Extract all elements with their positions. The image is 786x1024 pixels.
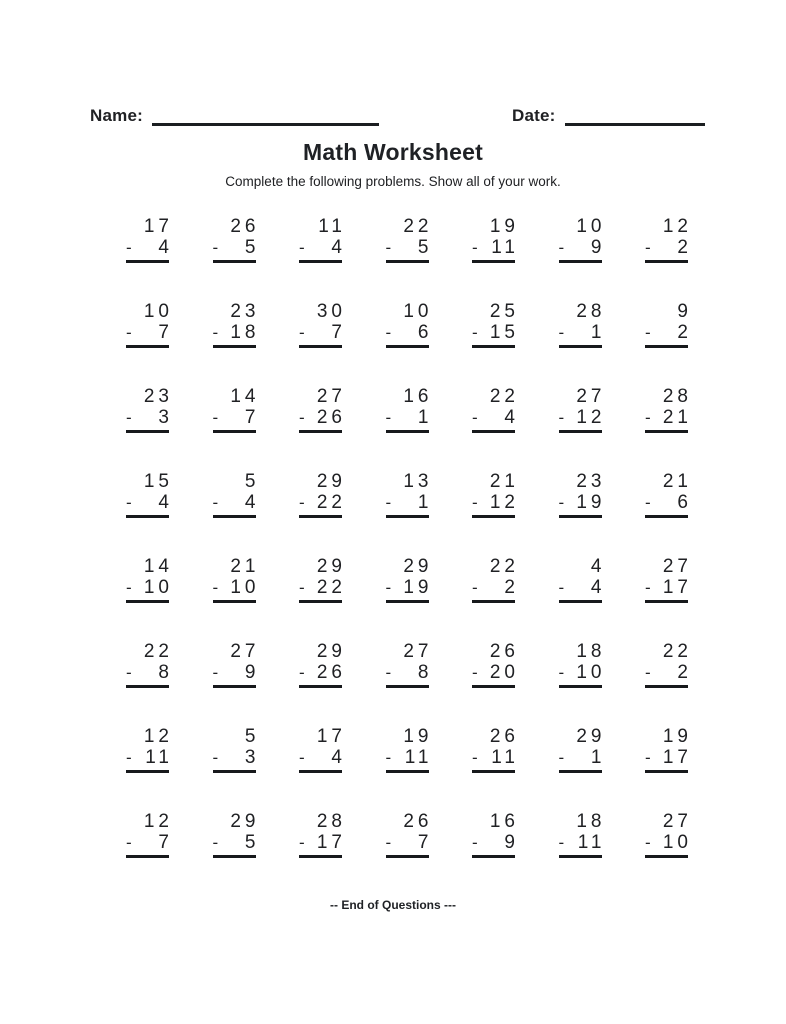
minuend: 12 (662, 216, 692, 237)
minus-operator: - (645, 408, 651, 427)
subtrahend: 10 (662, 832, 692, 853)
subtrahend: 17 (662, 577, 692, 598)
minus-operator: - (558, 493, 565, 512)
minus-operator: - (299, 323, 305, 342)
subtrahend: 20 (489, 662, 519, 683)
minus-operator: - (558, 578, 565, 597)
answer-line[interactable] (472, 407, 519, 433)
answer-line[interactable] (126, 237, 173, 263)
subtrahend: 4 (244, 492, 260, 513)
minuend: 27 (662, 811, 692, 832)
answer-line[interactable] (645, 832, 692, 858)
minuend: 26 (230, 216, 260, 237)
answer-line[interactable] (385, 747, 433, 773)
subtraction-problem (472, 386, 519, 433)
subtrahend: 11 (491, 747, 519, 768)
minuend: 22 (403, 216, 433, 237)
minuend: 23 (143, 386, 173, 407)
subtraction-problem (299, 556, 346, 603)
minuend: 27 (230, 641, 260, 662)
minus-operator: - (126, 578, 132, 597)
minus-operator: - (126, 493, 132, 512)
answer-line[interactable] (212, 662, 260, 688)
date-field (512, 106, 705, 126)
answer-line[interactable] (558, 407, 606, 433)
minuend: 10 (403, 301, 433, 322)
subtraction-problem (645, 471, 692, 518)
subtraction-problem (299, 811, 346, 858)
minuend: 21 (489, 471, 519, 492)
minuend: 27 (403, 641, 433, 662)
subtraction-problem (472, 301, 519, 348)
answer-line[interactable] (212, 832, 260, 858)
answer-line[interactable] (385, 492, 433, 518)
subtraction-problem (645, 726, 692, 773)
minus-operator: - (645, 748, 651, 767)
answer-line[interactable] (385, 322, 433, 348)
subtraction-problem (645, 301, 692, 348)
minus-operator: - (126, 663, 132, 682)
minuend: 27 (576, 386, 606, 407)
subtraction-problem (299, 386, 346, 433)
subtraction-problem (385, 386, 433, 433)
subtrahend: 2 (504, 577, 519, 598)
subtraction-problem (385, 216, 433, 263)
answer-line[interactable] (558, 747, 606, 773)
subtrahend: 8 (158, 662, 173, 683)
answer-line[interactable] (385, 662, 433, 688)
subtrahend: 12 (489, 492, 519, 513)
answer-line[interactable] (126, 322, 173, 348)
answer-line[interactable] (645, 577, 692, 603)
answer-line[interactable] (472, 662, 519, 688)
subtraction-problem (645, 556, 692, 603)
answer-line[interactable] (299, 492, 346, 518)
subtraction-problem (126, 301, 173, 348)
answer-line[interactable] (645, 407, 692, 433)
minus-operator: - (472, 238, 478, 257)
subtraction-problem (645, 386, 692, 433)
subtrahend: 4 (158, 492, 173, 513)
minus-operator: - (212, 493, 219, 512)
subtrahend: 5 (244, 832, 260, 853)
minuend: 28 (316, 811, 346, 832)
minuend: 5 (244, 471, 260, 492)
answer-line[interactable] (558, 237, 606, 263)
subtraction-problem (645, 641, 692, 688)
subtrahend: 11 (491, 237, 519, 258)
answer-line[interactable] (126, 747, 173, 773)
subtraction-problem (212, 641, 260, 688)
answer-line[interactable] (558, 832, 606, 858)
minus-operator: - (126, 748, 132, 767)
minus-operator: - (645, 578, 651, 597)
subtraction-problem (385, 641, 433, 688)
subtrahend: 7 (158, 322, 173, 343)
minus-operator: - (385, 578, 392, 597)
minuend: 5 (244, 726, 260, 747)
minus-operator: - (126, 408, 132, 427)
minuend: 29 (403, 556, 433, 577)
subtrahend: 2 (677, 662, 692, 683)
minus-operator: - (472, 578, 478, 597)
minuend: 22 (489, 556, 519, 577)
answer-line[interactable] (212, 407, 260, 433)
subtrahend: 4 (331, 237, 346, 258)
name-field (90, 106, 379, 126)
minus-operator: - (472, 663, 478, 682)
minuend: 29 (316, 471, 346, 492)
answer-line[interactable] (645, 662, 692, 688)
subtrahend: 1 (417, 407, 433, 428)
minuend: 17 (316, 726, 346, 747)
answer-line[interactable] (472, 747, 519, 773)
minuend: 16 (403, 386, 433, 407)
minuend: 21 (230, 556, 260, 577)
worksheet-header (90, 106, 700, 130)
minus-operator: - (299, 833, 305, 852)
minuend: 28 (576, 301, 606, 322)
answer-line[interactable] (126, 662, 173, 688)
subtrahend: 4 (590, 577, 606, 598)
date-input-line[interactable] (565, 110, 705, 126)
minus-operator: - (385, 748, 392, 767)
subtraction-problem (472, 556, 519, 603)
subtrahend: 9 (590, 237, 606, 258)
answer-line[interactable] (472, 322, 519, 348)
answer-line[interactable] (472, 832, 519, 858)
subtraction-problem (212, 301, 260, 348)
minus-operator: - (645, 323, 651, 342)
date-label: Date: (512, 106, 556, 125)
subtraction-problem (472, 726, 519, 773)
minuend: 27 (662, 556, 692, 577)
subtraction-problem (558, 811, 606, 858)
answer-line[interactable] (299, 407, 346, 433)
subtrahend: 4 (504, 407, 519, 428)
minus-operator: - (212, 748, 219, 767)
answer-line[interactable] (299, 662, 346, 688)
subtrahend: 3 (244, 747, 260, 768)
minuend: 29 (576, 726, 606, 747)
minus-operator: - (472, 748, 478, 767)
answer-line[interactable] (472, 577, 519, 603)
minuend: 15 (143, 471, 173, 492)
minuend: 19 (489, 216, 519, 237)
minuend: 23 (576, 471, 606, 492)
subtraction-problem (212, 386, 260, 433)
answer-line[interactable] (558, 322, 606, 348)
answer-line[interactable] (558, 492, 606, 518)
minus-operator: - (472, 493, 478, 512)
subtrahend: 7 (244, 407, 260, 428)
minus-operator: - (558, 663, 565, 682)
minus-operator: - (212, 578, 219, 597)
subtrahend: 2 (677, 322, 692, 343)
answer-line[interactable] (645, 237, 692, 263)
subtraction-problem (645, 811, 692, 858)
minus-operator: - (558, 833, 565, 852)
minuend: 29 (316, 556, 346, 577)
minus-operator: - (385, 663, 392, 682)
answer-line[interactable] (472, 492, 519, 518)
minus-operator: - (299, 748, 305, 767)
subtrahend: 12 (576, 407, 606, 428)
answer-line[interactable] (299, 747, 346, 773)
minus-operator: - (126, 238, 132, 257)
subtraction-problem (385, 301, 433, 348)
minuend: 14 (230, 386, 260, 407)
minuend: 9 (677, 301, 692, 322)
minuend: 22 (489, 386, 519, 407)
subtraction-problem (558, 386, 606, 433)
minus-operator: - (212, 833, 219, 852)
minuend: 27 (316, 386, 346, 407)
subtrahend: 22 (316, 492, 346, 513)
minuend: 30 (316, 301, 346, 322)
subtrahend: 11 (145, 747, 173, 768)
minuend: 29 (230, 811, 260, 832)
minus-operator: - (645, 493, 651, 512)
subtraction-problem (126, 471, 173, 518)
minuend: 22 (662, 641, 692, 662)
answer-line[interactable] (212, 747, 260, 773)
minus-operator: - (126, 323, 132, 342)
subtrahend: 11 (577, 832, 606, 853)
minus-operator: - (385, 323, 392, 342)
minus-operator: - (212, 238, 219, 257)
subtraction-problem (558, 301, 606, 348)
subtraction-problem (299, 726, 346, 773)
minuend: 14 (143, 556, 173, 577)
subtraction-problem (299, 301, 346, 348)
subtrahend: 22 (316, 577, 346, 598)
page-title: Math Worksheet (302, 139, 484, 165)
subtrahend: 10 (143, 577, 173, 598)
minus-operator: - (645, 833, 651, 852)
minus-operator: - (212, 663, 219, 682)
subtraction-problem (212, 726, 260, 773)
subtrahend: 17 (316, 832, 346, 853)
subtraction-problem (299, 216, 346, 263)
subtraction-problem (126, 641, 173, 688)
minuend: 16 (489, 811, 519, 832)
subtraction-problem (472, 471, 519, 518)
minuend: 10 (143, 301, 173, 322)
answer-line[interactable] (212, 237, 260, 263)
answer-line[interactable] (212, 492, 260, 518)
subtraction-problem (212, 471, 260, 518)
minuend: 26 (403, 811, 433, 832)
subtrahend: 6 (417, 322, 433, 343)
answer-line[interactable] (299, 237, 346, 263)
answer-line[interactable] (212, 577, 260, 603)
subtrahend: 6 (677, 492, 692, 513)
minus-operator: - (472, 323, 478, 342)
minus-operator: - (472, 833, 478, 852)
subtrahend: 1 (590, 747, 606, 768)
subtrahend: 9 (504, 832, 519, 853)
subtraction-problem (385, 726, 433, 773)
minuend: 29 (316, 641, 346, 662)
subtraction-problem (385, 811, 433, 858)
minuend: 23 (230, 301, 260, 322)
answer-line[interactable] (472, 237, 519, 263)
answer-line[interactable] (126, 577, 173, 603)
minuend: 26 (489, 726, 519, 747)
minus-operator: - (299, 663, 305, 682)
minuend: 25 (489, 301, 519, 322)
subtrahend: 5 (417, 237, 433, 258)
minus-operator: - (645, 238, 651, 257)
subtraction-problem (472, 216, 519, 263)
subtrahend: 15 (489, 322, 519, 343)
minus-operator: - (299, 238, 305, 257)
subtraction-problem (126, 216, 173, 263)
minuend: 26 (489, 641, 519, 662)
minus-operator: - (299, 493, 305, 512)
minuend: 12 (143, 726, 173, 747)
subtrahend: 4 (331, 747, 346, 768)
answer-line[interactable] (126, 492, 173, 518)
minuend: 28 (662, 386, 692, 407)
answer-line[interactable] (385, 237, 433, 263)
minus-operator: - (385, 493, 392, 512)
minus-operator: - (558, 748, 565, 767)
subtrahend: 21 (662, 407, 692, 428)
subtrahend: 10 (576, 662, 606, 683)
subtraction-problem (212, 811, 260, 858)
subtraction-problem (558, 556, 606, 603)
minuend: 19 (662, 726, 692, 747)
subtraction-problem (645, 216, 692, 263)
subtrahend: 5 (244, 237, 260, 258)
minuend: 18 (576, 641, 606, 662)
subtraction-problem (299, 471, 346, 518)
subtraction-problem (558, 726, 606, 773)
name-input-line[interactable] (152, 110, 379, 126)
answer-line[interactable] (126, 832, 173, 858)
minus-operator: - (558, 238, 565, 257)
subtraction-problem (299, 641, 346, 688)
minuend: 19 (403, 726, 433, 747)
subtraction-problem (126, 811, 173, 858)
subtraction-problem (558, 641, 606, 688)
minuend: 11 (318, 216, 346, 237)
answer-line[interactable] (299, 577, 346, 603)
answer-line[interactable] (645, 322, 692, 348)
subtrahend: 9 (244, 662, 260, 683)
answer-line[interactable] (385, 577, 433, 603)
subtrahend: 3 (158, 407, 173, 428)
minus-operator: - (126, 833, 132, 852)
subtrahend: 19 (403, 577, 433, 598)
subtrahend: 7 (331, 322, 346, 343)
subtraction-problem (472, 641, 519, 688)
subtraction-problem (126, 556, 173, 603)
subtrahend: 7 (417, 832, 433, 853)
minus-operator: - (558, 323, 565, 342)
minuend: 22 (143, 641, 173, 662)
subtrahend: 8 (417, 662, 433, 683)
subtraction-problem (558, 216, 606, 263)
subtrahend: 19 (576, 492, 606, 513)
subtraction-problem (126, 386, 173, 433)
subtraction-problem (385, 556, 433, 603)
minus-operator: - (558, 408, 565, 427)
minus-operator: - (385, 238, 392, 257)
subtrahend: 17 (662, 747, 692, 768)
minuend: 12 (143, 811, 173, 832)
name-label: Name: (90, 106, 143, 125)
answer-line[interactable] (385, 407, 433, 433)
subtrahend: 10 (230, 577, 260, 598)
answer-line[interactable] (299, 832, 346, 858)
subtrahend: 1 (417, 492, 433, 513)
minus-operator: - (385, 833, 392, 852)
minus-operator: - (645, 663, 651, 682)
answer-line[interactable] (212, 322, 260, 348)
subtrahend: 1 (590, 322, 606, 343)
answer-line[interactable] (558, 577, 606, 603)
minuend: 18 (576, 811, 606, 832)
answer-line[interactable] (385, 832, 433, 858)
subtrahend: 26 (316, 662, 346, 683)
subtrahend: 7 (158, 832, 173, 853)
answer-line[interactable] (645, 747, 692, 773)
answer-line[interactable] (126, 407, 173, 433)
answer-line[interactable] (299, 322, 346, 348)
minuend: 4 (590, 556, 606, 577)
minuend: 10 (576, 216, 606, 237)
minuend: 17 (143, 216, 173, 237)
minus-operator: - (472, 408, 478, 427)
problems-grid (126, 216, 692, 858)
subtrahend: 11 (404, 747, 433, 768)
end-of-questions: -- End of Questions --- (330, 898, 456, 912)
minus-operator: - (385, 408, 392, 427)
answer-line[interactable] (645, 492, 692, 518)
minus-operator: - (299, 578, 305, 597)
subtraction-problem (126, 726, 173, 773)
instructions-text: Complete the following problems. Show all of your work. (225, 174, 561, 189)
subtraction-problem (212, 216, 260, 263)
minus-operator: - (212, 408, 219, 427)
subtraction-problem (558, 471, 606, 518)
minuend: 21 (662, 471, 692, 492)
minuend: 13 (403, 471, 433, 492)
answer-line[interactable] (558, 662, 606, 688)
subtraction-problem (472, 811, 519, 858)
subtrahend: 18 (230, 322, 260, 343)
subtrahend: 4 (158, 237, 173, 258)
subtrahend: 26 (316, 407, 346, 428)
subtraction-problem (385, 471, 433, 518)
minus-operator: - (212, 323, 219, 342)
minus-operator: - (299, 408, 305, 427)
subtraction-problem (212, 556, 260, 603)
subtrahend: 2 (677, 237, 692, 258)
